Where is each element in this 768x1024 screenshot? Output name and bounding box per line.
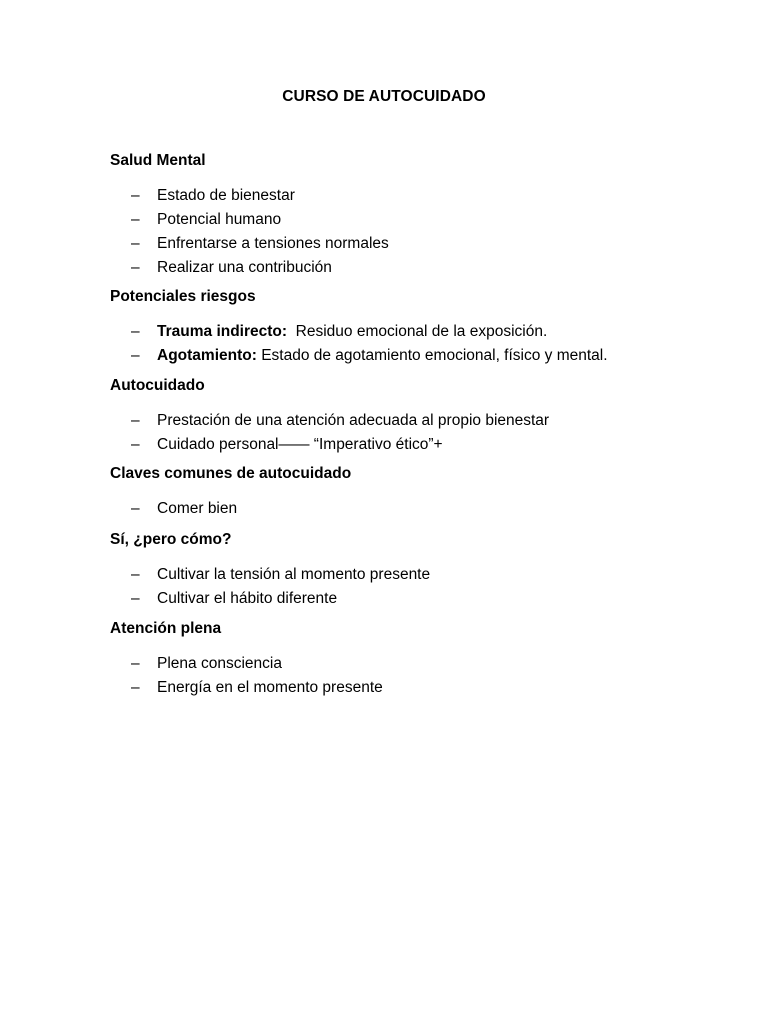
list-item-text: Estado de bienestar xyxy=(157,187,295,204)
bullet-list xyxy=(110,497,710,521)
dash-bullet: – xyxy=(131,655,140,672)
bullet-list xyxy=(110,320,710,368)
dash-bullet: – xyxy=(131,566,140,583)
list-item xyxy=(110,184,710,208)
list-item xyxy=(110,433,710,457)
dash-bullet: – xyxy=(131,347,140,364)
list-item xyxy=(110,409,710,433)
list-item xyxy=(110,320,710,344)
section-pero-como xyxy=(110,531,710,611)
bullet-list xyxy=(110,563,710,611)
list-item-text: Enfrentarse a tensiones normales xyxy=(157,235,389,252)
list-item xyxy=(110,563,710,587)
list-item xyxy=(110,652,710,676)
list-item xyxy=(110,587,710,611)
list-item xyxy=(110,208,710,232)
dash-bullet: – xyxy=(131,235,140,252)
dash-bullet: – xyxy=(131,436,140,453)
section-potenciales-riesgos xyxy=(110,288,710,368)
section-heading: Salud Mental xyxy=(110,152,206,169)
list-item-text: Estado de agotamiento emocional, físico y mental. xyxy=(256,347,608,364)
list-item-term: Trauma indirecto: xyxy=(157,323,288,340)
list-item xyxy=(110,676,710,700)
section-heading: Sí, ¿pero cómo? xyxy=(110,531,232,548)
document-title: CURSO DE AUTOCUIDADO xyxy=(282,88,486,105)
list-item-text: Realizar una contribución xyxy=(157,259,332,276)
list-item-text: Prestación de una atención adecuada al propio bienestar xyxy=(157,412,550,429)
bullet-list xyxy=(110,409,710,457)
list-item-text: Potencial humano xyxy=(157,211,282,228)
section-heading: Atención plena xyxy=(110,620,222,637)
dash-bullet: – xyxy=(131,187,140,204)
section-heading: Potenciales riesgos xyxy=(110,288,256,305)
dash-bullet: – xyxy=(131,590,140,607)
list-item-text: Plena consciencia xyxy=(157,655,282,672)
list-item-term: Agotamiento: xyxy=(157,347,257,364)
list-item xyxy=(110,497,710,521)
list-item-text: Cuidado personal—— “Imperativo ético”+ xyxy=(157,436,443,453)
bullet-list xyxy=(110,652,710,700)
list-item-text: Energía en el momento presente xyxy=(157,679,383,696)
dash-bullet: – xyxy=(131,211,140,228)
list-item xyxy=(110,232,710,256)
section-claves-comunes xyxy=(110,465,710,521)
list-item xyxy=(110,256,710,280)
bullet-list xyxy=(110,184,710,280)
list-item-text: Cultivar la tensión al momento presente xyxy=(157,566,431,583)
section-atencion-plena xyxy=(110,620,710,700)
section-heading: Autocuidado xyxy=(110,377,205,394)
list-item-text: Comer bien xyxy=(157,500,238,517)
section-salud-mental xyxy=(110,152,710,280)
list-item-text: Residuo emocional de la exposición. xyxy=(287,323,548,340)
list-item-text: Cultivar el hábito diferente xyxy=(157,590,338,607)
section-autocuidado xyxy=(110,377,710,457)
dash-bullet: – xyxy=(131,259,140,276)
dash-bullet: – xyxy=(131,679,140,696)
list-item xyxy=(110,344,710,368)
dash-bullet: – xyxy=(131,323,140,340)
dash-bullet: – xyxy=(131,500,140,517)
dash-bullet: – xyxy=(131,412,140,429)
section-heading: Claves comunes de autocuidado xyxy=(110,465,352,482)
